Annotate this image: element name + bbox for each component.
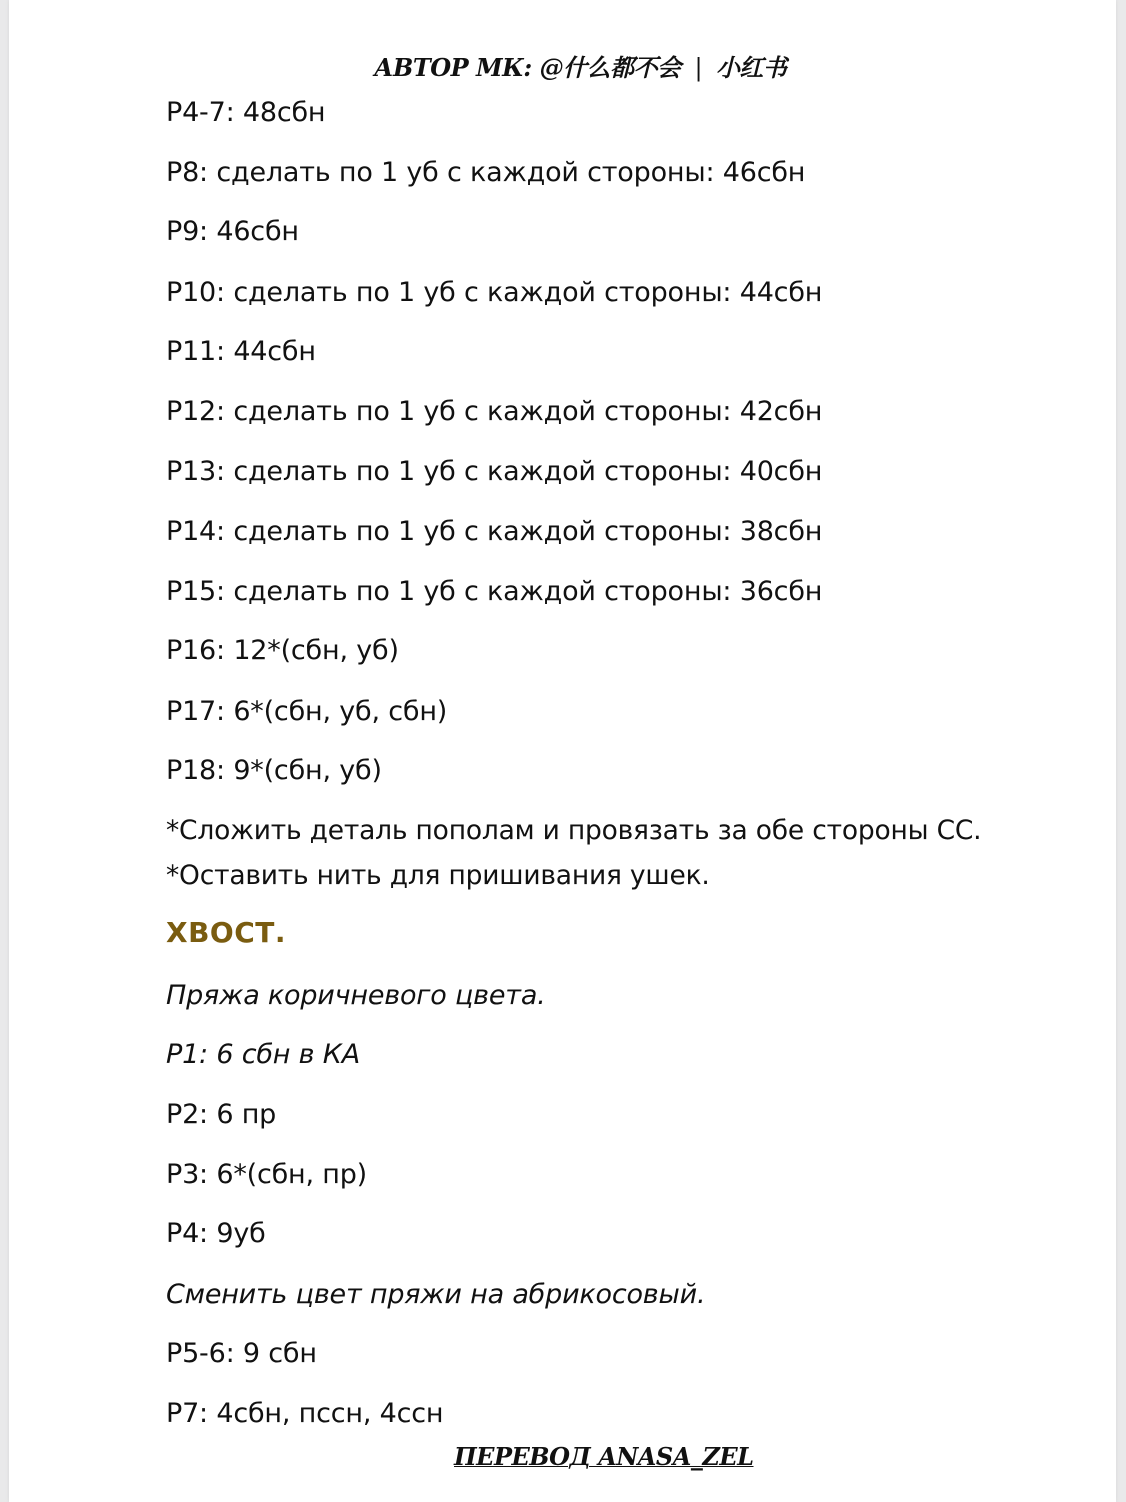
pattern-row: Р14: сделать по 1 уб с каждой стороны: 38сбн	[166, 516, 823, 547]
tail-row: Р5-6: 9 сбн	[166, 1338, 317, 1369]
pattern-row: Р11: 44сбн	[166, 336, 316, 367]
tail-row: Р1: 6 сбн в КА	[166, 1039, 360, 1070]
note-leave-yarn: *Оставить нить для пришивания ушек.	[166, 860, 710, 891]
pattern-row: Р9: 46сбн	[166, 216, 299, 247]
pattern-row: Р4-7: 48сбн	[166, 97, 326, 128]
tail-row: Р2: 6 пр	[166, 1099, 277, 1130]
pattern-row: Р12: сделать по 1 уб с каждой стороны: 42сбн	[166, 396, 823, 427]
tail-row: Р3: 6*(сбн, пр)	[166, 1159, 367, 1190]
pattern-row: Р16: 12*(сбн, уб)	[166, 635, 399, 666]
pattern-row: Р13: сделать по 1 уб с каждой стороны: 40сбн	[166, 456, 823, 487]
pattern-row: Р17: 6*(сбн, уб, сбн)	[166, 696, 448, 727]
header-separator: |	[694, 54, 703, 82]
color-change-note: Сменить цвет пряжи на абрикосовый.	[166, 1279, 706, 1310]
pattern-row: Р15: сделать по 1 уб с каждой стороны: 36сбн	[166, 576, 823, 607]
author-header	[374, 48, 844, 84]
pattern-row: Р8: сделать по 1 уб с каждой стороны: 46сбн	[166, 157, 806, 188]
note-fold-piece: *Сложить деталь пополам и провязать за обе стороны СС.	[166, 815, 982, 846]
pattern-row: Р18: 9*(сбн, уб)	[166, 755, 382, 786]
tail-row: Р4: 9уб	[166, 1218, 266, 1249]
author-handle: @什么都不会	[539, 53, 681, 82]
author-label: АВТОР МК:	[374, 53, 532, 82]
pattern-row: Р10: сделать по 1 уб с каждой стороны: 44сбн	[166, 277, 823, 308]
platform-name: 小红书	[715, 53, 787, 82]
yarn-color-note: Пряжа коричневого цвета.	[166, 980, 546, 1011]
section-title-tail: ХВОСТ.	[166, 916, 287, 949]
tail-row: Р7: 4сбн, пссн, 4ссн	[166, 1398, 444, 1429]
translation-credit: ПЕРЕВОД ANASA_ZEL	[454, 1442, 754, 1471]
